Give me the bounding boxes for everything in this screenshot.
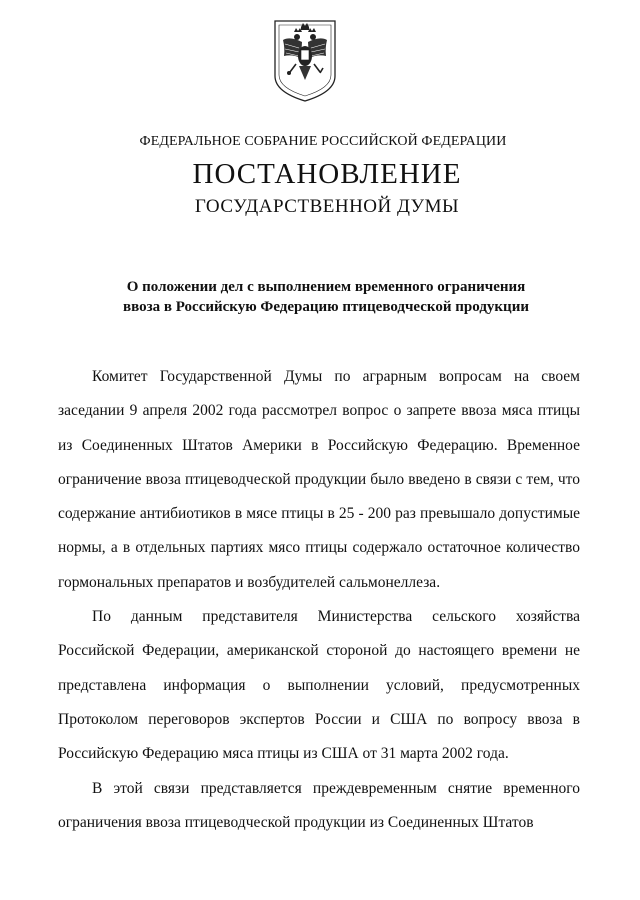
body-paragraph-2: По данным представителя Министерства сельского хозяйства Российской Федерации, американской стороной до настоящего времени не представлена информация о выполнении условий, предусмотренных Протоколом переговоров экспертов России и США по вопросу ввоза в Российскую Федерацию мяса птицы из США от 31 марта 2002 года. — [58, 608, 580, 763]
document-body — [58, 360, 580, 840]
subject-line-1: О положении дел с выполнением временного ограничения — [126, 279, 526, 295]
issuer-name: ГОСУДАРСТВЕННОЙ ДУМЫ — [194, 196, 460, 217]
russian-coat-of-arms-icon — [272, 18, 338, 104]
subject-line-2: ввоза в Российскую Федерацию птицеводческой продукции — [123, 299, 529, 315]
document-subject — [0, 277, 640, 317]
organization-name: ФЕДЕРАЛЬНОЕ СОБРАНИЕ РОССИЙСКОЙ ФЕДЕРАЦИИ — [139, 134, 507, 149]
body-paragraph-1: Комитет Государственной Думы по аграрным вопросам на своем заседании 9 апреля 2002 года рассмотрел вопрос о запрете ввоза мяса птицы из Соединенных Штатов Америки в Российскую Федерацию. Временное ограничение ввоза птицеводческой продукции было введено в связи с тем, что содержание антибиотиков в мясе птицы в 25 - 200 раз превышало допустимые нормы, а в отдельных партиях мясо птицы содержало остаточное количество гормональных препаратов и возбудителей сальмонеллеза. — [58, 368, 580, 591]
body-paragraph-3: В этой связи представляется преждевременным снятие временного ограничения ввоза птицеводческой продукции из Соединенных Штатов — [58, 779, 580, 831]
document-type: ПОСТАНОВЛЕНИЕ — [192, 158, 462, 190]
